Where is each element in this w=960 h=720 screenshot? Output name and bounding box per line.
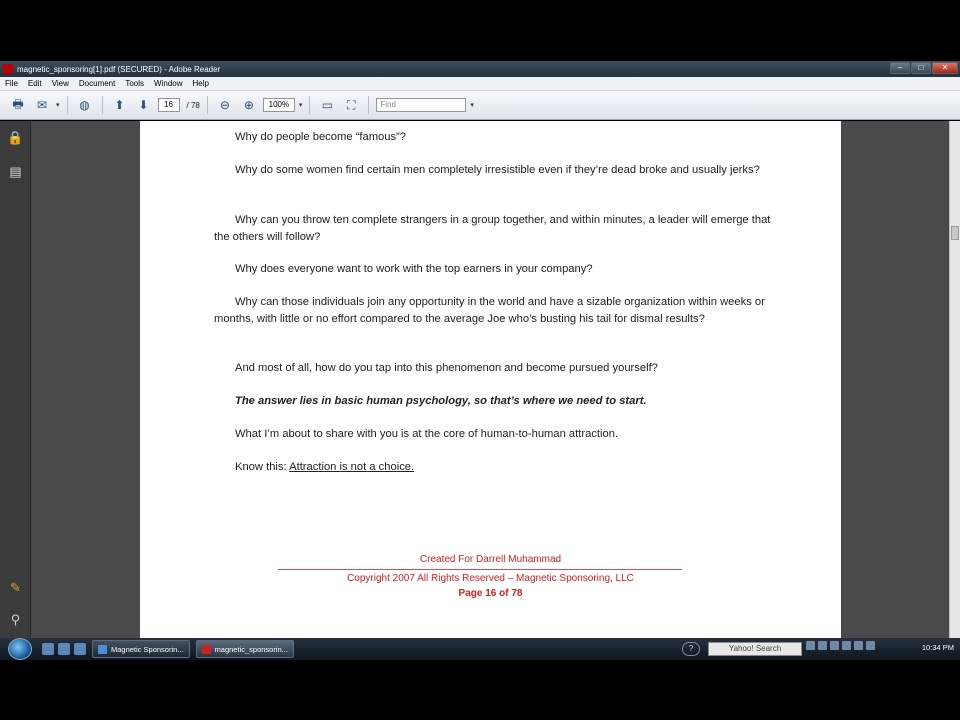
vertical-scrollbar[interactable] <box>949 121 960 638</box>
quick-launch <box>42 643 86 655</box>
paragraph-1: Why do people become “famous”? <box>235 131 407 143</box>
window-titlebar[interactable] <box>0 61 960 77</box>
minimize-button[interactable]: – <box>890 62 910 74</box>
paragraph-6: And most of all, how do you tap into this phenomenon and become pursued yourself? <box>235 362 658 374</box>
fit-width-icon[interactable]: ⛶ <box>347 97 356 112</box>
next-page-icon[interactable]: ⬇ <box>138 98 149 112</box>
zoom-level-input[interactable]: 100% <box>263 98 295 112</box>
video-letterbox-top <box>0 0 960 61</box>
language-icon[interactable]: ? <box>682 642 700 656</box>
taskbar-button-reader[interactable] <box>196 640 294 658</box>
pages-icon[interactable]: ▤ <box>9 163 22 179</box>
toolbar-separator <box>67 96 68 114</box>
main-toolbar <box>0 91 960 120</box>
menu-help[interactable]: Help <box>192 79 209 88</box>
print-icon[interactable]: 🖶 <box>12 96 24 111</box>
system-tray <box>806 641 875 650</box>
menu-edit[interactable]: Edit <box>27 79 42 88</box>
find-input[interactable]: Find <box>376 98 466 112</box>
ie-icon <box>98 645 107 654</box>
close-button[interactable]: ✕ <box>932 62 958 74</box>
search-icon[interactable] <box>806 641 815 650</box>
menu-document[interactable]: Document <box>78 79 116 88</box>
show-desktop-icon[interactable] <box>42 643 54 655</box>
pdf-page <box>140 121 841 638</box>
paragraph-8: What I’m about to share with you is at the core of human-to-human attraction. <box>235 428 619 440</box>
collaborate-icon[interactable]: ◍ <box>79 98 90 112</box>
paragraph-9 <box>235 459 775 476</box>
paragraph-3: Why can you throw ten complete strangers in a group together, and within minutes, a leader will emerge that the others will follow? <box>214 214 771 243</box>
zoom-out-icon[interactable]: ⊖ <box>219 98 230 112</box>
maximize-button[interactable]: □ <box>911 62 931 74</box>
power-icon[interactable] <box>866 641 875 650</box>
footer-created-for: Created For Darrell Muhammad <box>419 554 562 565</box>
toolbar-separator <box>207 96 208 114</box>
footer-divider <box>278 569 682 570</box>
menu-tools[interactable]: Tools <box>125 79 145 88</box>
menu-file[interactable]: File <box>5 79 18 88</box>
paragraph-4: Why does everyone want to work with the top earners in your company? <box>235 263 593 275</box>
scrollbar-thumb[interactable] <box>951 226 959 240</box>
find-dropdown-icon[interactable]: ▾ <box>470 102 474 109</box>
taskbar-button-browser[interactable] <box>92 640 190 658</box>
adobe-reader-icon <box>3 64 13 74</box>
zoom-in-icon[interactable]: ⊕ <box>243 98 254 112</box>
footer-page-label: Page 16 of 78 <box>458 588 523 599</box>
window-title: magnetic_sponsoring[1].pdf (SECURED) - Adobe Reader <box>17 64 221 74</box>
video-letterbox-bottom <box>0 660 960 720</box>
yahoo-search-input[interactable]: Yahoo! Search <box>708 642 802 656</box>
page-number-input[interactable]: 16 <box>158 98 180 112</box>
windows-taskbar <box>0 638 960 660</box>
taskbar-button-label: Magnetic Sponsorin... <box>111 644 184 654</box>
paragraph-2: Why do some women find certain men completely irresistible even if they’re dead broke and usually jerks? <box>235 164 760 176</box>
toolbar-separator <box>309 96 310 114</box>
network-icon[interactable] <box>818 641 827 650</box>
taskbar-clock[interactable]: 10:34 PM <box>921 643 954 652</box>
attraction-link[interactable]: Attraction is not a choice. <box>289 461 415 473</box>
lock-icon[interactable]: 🔒 <box>7 129 24 145</box>
fit-page-icon[interactable]: ▭ <box>321 98 334 112</box>
pdf-icon <box>202 645 211 654</box>
chevron-down-icon[interactable]: ▾ <box>56 102 60 109</box>
paragraph-7-emphasis: The answer lies in basic human psychology, so that’s where we need to start. <box>235 395 647 407</box>
update-icon[interactable] <box>842 641 851 650</box>
page-total-label: / 78 <box>186 100 200 110</box>
taskbar-button-label: magnetic_sponsorin... <box>214 644 288 654</box>
know-this-label: Know this: <box>235 461 287 473</box>
zoom-dropdown-icon[interactable]: ▾ <box>298 102 303 109</box>
window-controls <box>890 62 958 74</box>
toolbar-separator <box>368 96 369 114</box>
start-button[interactable] <box>8 638 32 660</box>
security-icon[interactable] <box>830 641 839 650</box>
menu-bar <box>0 77 960 91</box>
menu-view[interactable]: View <box>51 79 69 88</box>
navigation-pane <box>0 121 31 638</box>
switch-windows-icon[interactable] <box>58 643 70 655</box>
menu-window[interactable]: Window <box>154 79 183 88</box>
toolbar-separator <box>102 96 103 114</box>
attachment-icon[interactable]: ⚲ <box>10 611 21 627</box>
paragraph-5: Why can those individuals join any opportunity in the world and have a sizable organization within weeks or months, with little or no effort compared to the average Joe who’s busting his tail for dismal results? <box>214 296 765 325</box>
volume-icon[interactable] <box>854 641 863 650</box>
email-icon[interactable]: ✉ <box>36 98 48 112</box>
footer-copyright: Copyright 2007 All Rights Reserved – Magnetic Sponsoring, LLC <box>347 573 634 584</box>
previous-page-icon[interactable]: ⬆ <box>114 98 125 112</box>
browser-icon[interactable] <box>74 643 86 655</box>
document-viewport[interactable] <box>31 121 949 638</box>
comments-icon[interactable]: ✎ <box>10 579 21 595</box>
